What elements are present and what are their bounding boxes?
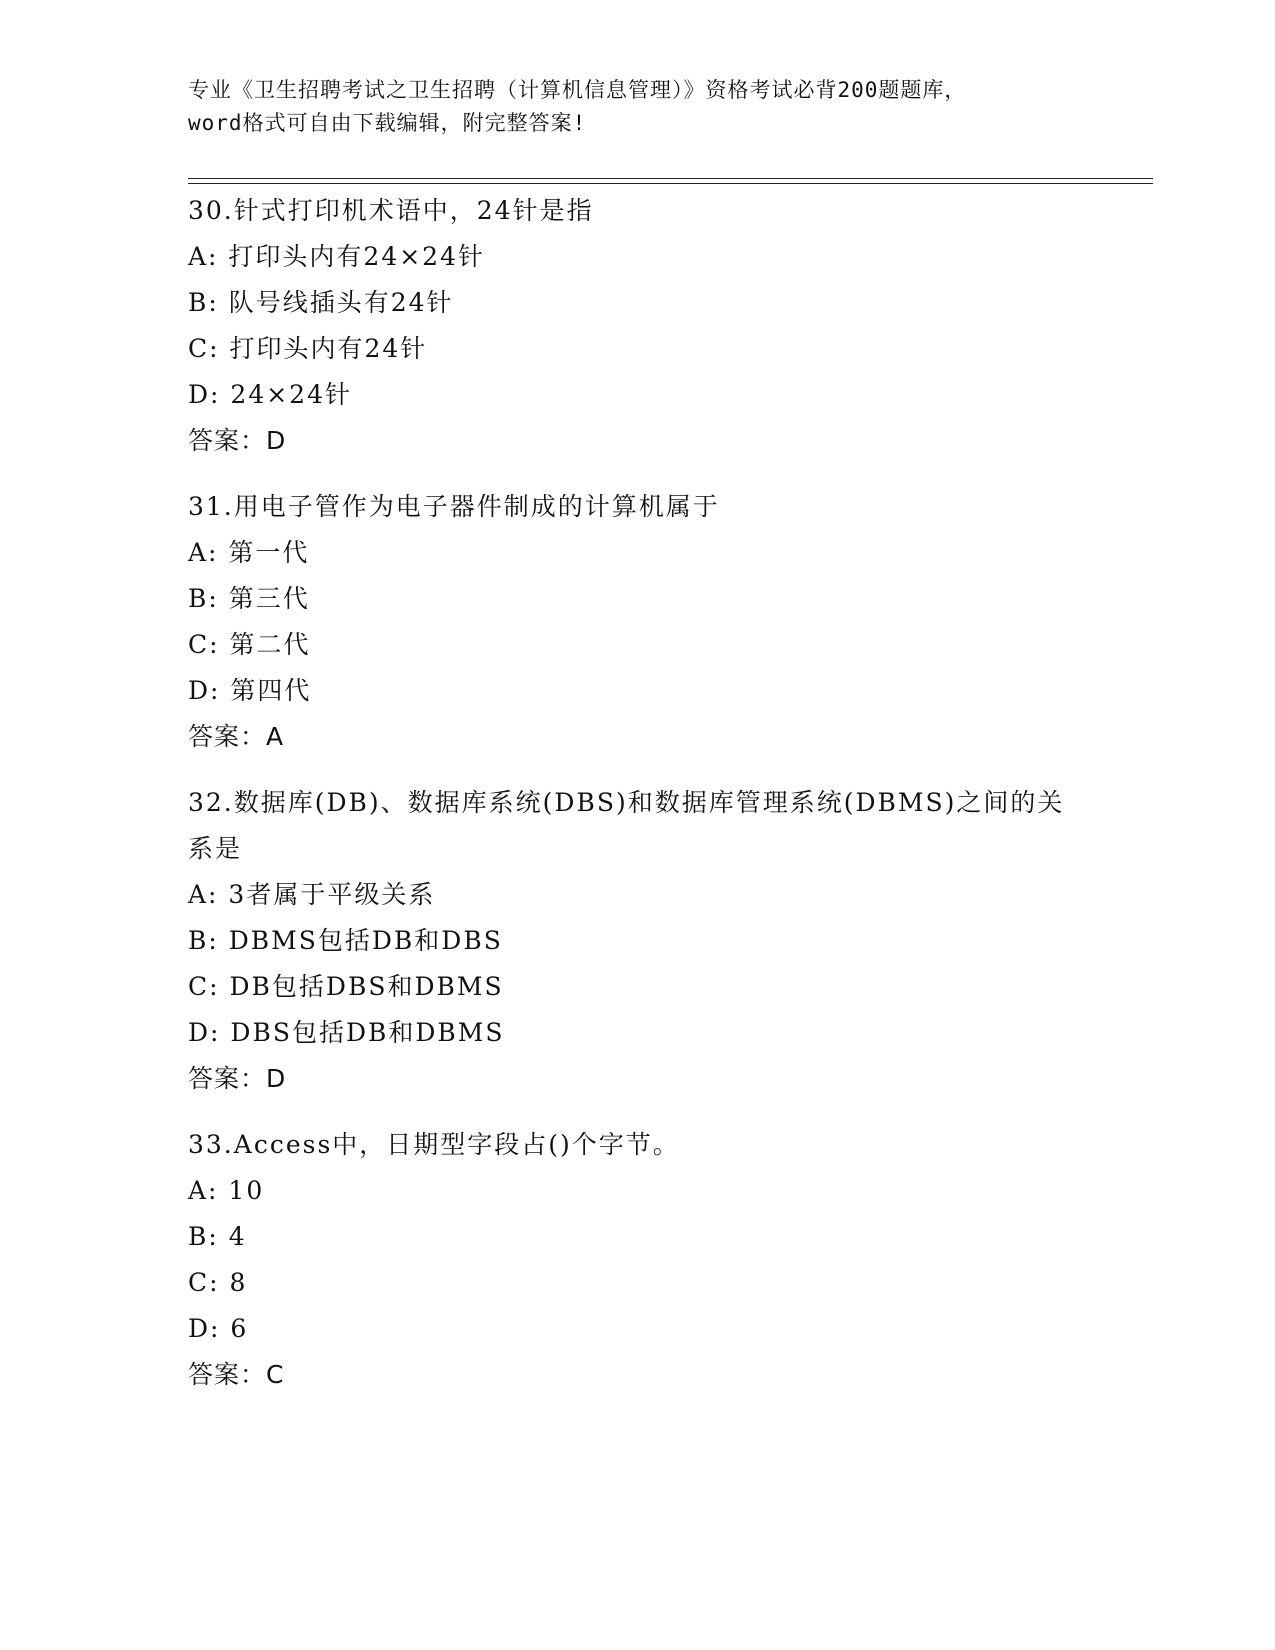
question-list (188, 188, 1088, 1418)
header-line-2: word格式可自由下载编辑，附完整答案! (188, 111, 587, 135)
option-c: C: DB包括DBS和DBMS (188, 972, 504, 1001)
option-d: D: 24×24针 (188, 380, 352, 409)
option-c: C: 8 (188, 1268, 248, 1297)
question-stem: 30.针式打印机术语中，24针是指 (188, 196, 594, 225)
option-c: C: 第二代 (188, 630, 311, 659)
option-a: A: 10 (188, 1176, 265, 1205)
question-33 (188, 1122, 1088, 1398)
option-b: B: 第三代 (188, 584, 310, 613)
answer-label: 答案：D (188, 426, 287, 455)
option-d: D: 第四代 (188, 676, 312, 705)
answer-label: 答案：D (188, 1064, 287, 1093)
question-31 (188, 484, 1088, 760)
answer-label: 答案：A (188, 722, 285, 751)
answer-label: 答案：C (188, 1360, 285, 1389)
question-32 (188, 780, 1088, 1102)
question-stem-continued: 系是 (188, 834, 243, 863)
document-header (188, 74, 1088, 140)
option-b: B: 4 (188, 1222, 247, 1251)
option-d: D: 6 (188, 1314, 249, 1343)
option-c: C: 打印头内有24针 (188, 334, 428, 363)
question-stem: 33.Access中，日期型字段占()个字节。 (188, 1130, 680, 1159)
header-divider-top (188, 178, 1153, 179)
option-a: A: 打印头内有24×24针 (188, 242, 485, 271)
header-divider-bottom (188, 183, 1153, 184)
option-a: A: 第一代 (188, 538, 310, 567)
question-30 (188, 188, 1088, 464)
header-line-1: 专业《卫生招聘考试之卫生招聘（计算机信息管理）》资格考试必背200题题库， (188, 78, 967, 102)
option-d: D: DBS包括DB和DBMS (188, 1018, 505, 1047)
question-stem: 32.数据库(DB)、数据库系统(DBS)和数据库管理系统(DBMS)之间的关 (188, 788, 1065, 817)
option-a: A: 3者属于平级关系 (188, 880, 436, 909)
option-b: B: 队号线插头有24针 (188, 288, 454, 317)
option-b: B: DBMS包括DB和DBS (188, 926, 503, 955)
question-stem: 31.用电子管作为电子器件制成的计算机属于 (188, 492, 720, 521)
